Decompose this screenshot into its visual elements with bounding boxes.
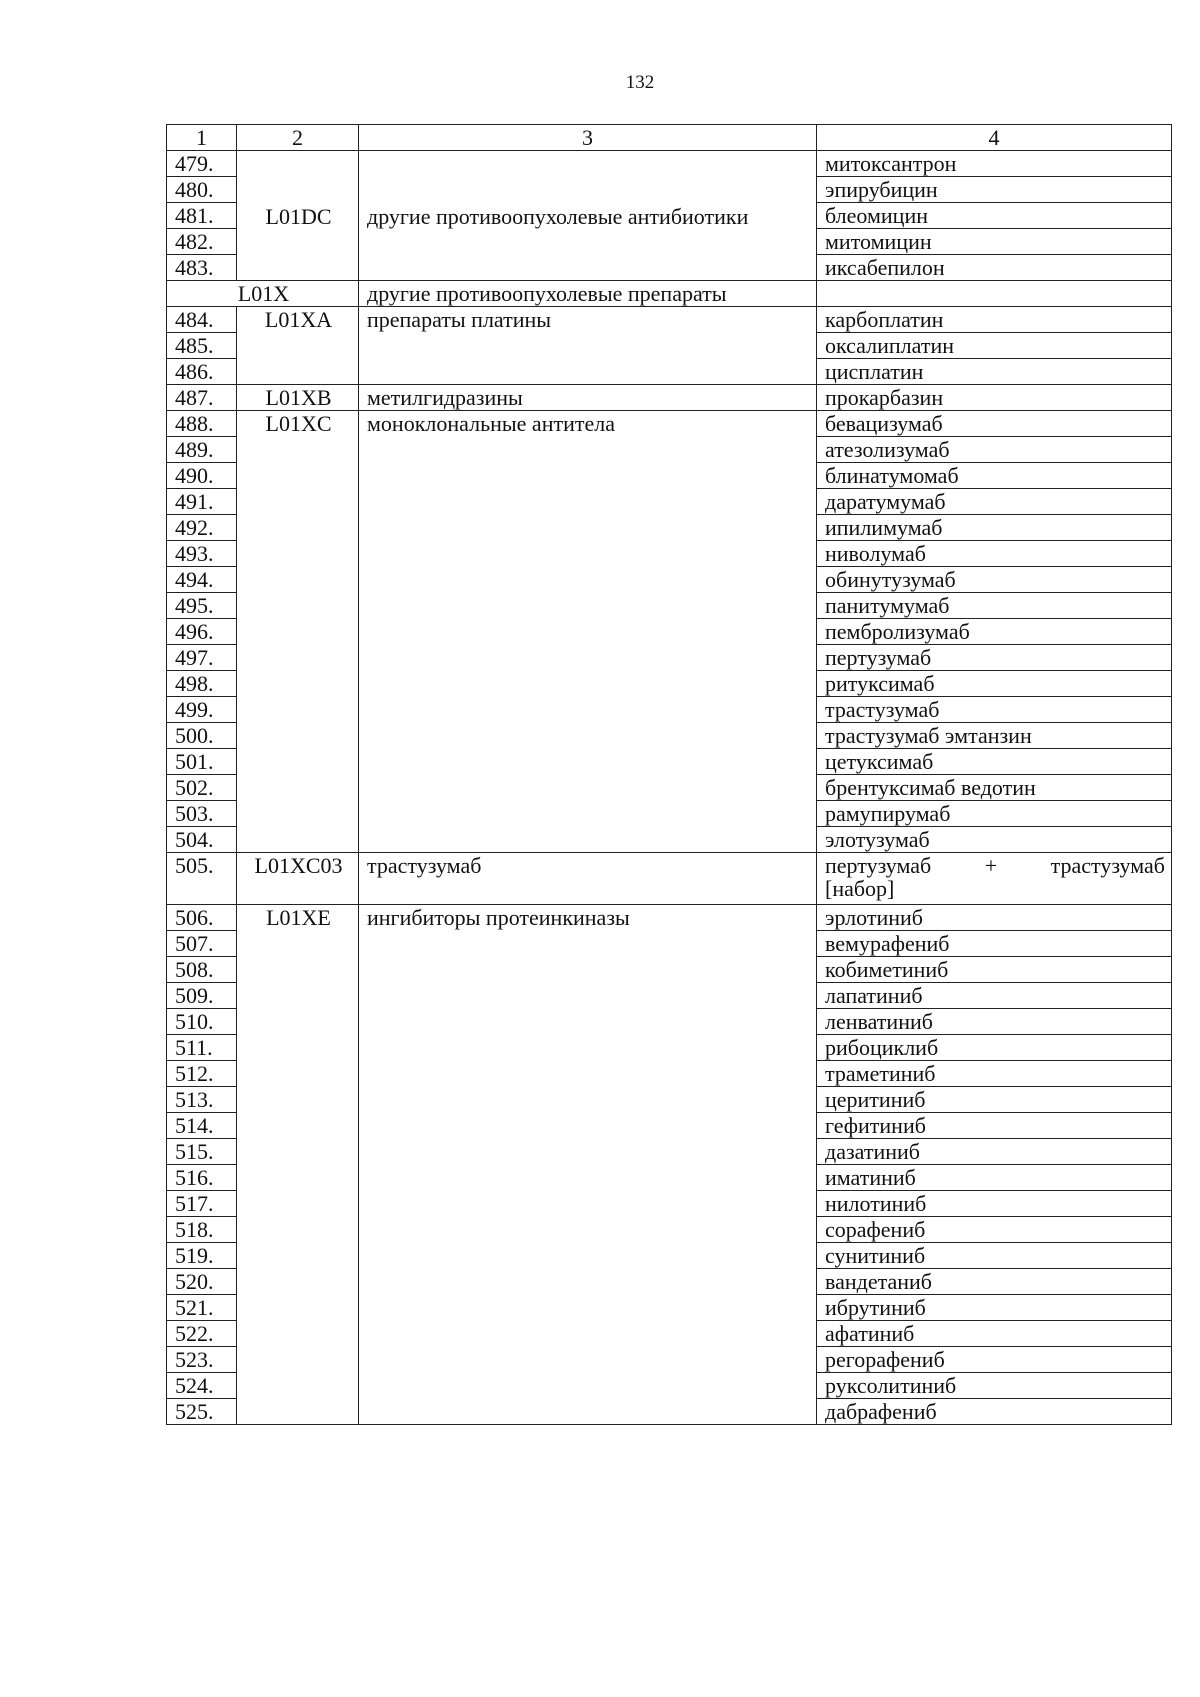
table-group-row (167, 281, 1172, 307)
drug-name-word: трастузумаб (1050, 853, 1165, 878)
row-number-cell: 513. (167, 1087, 237, 1113)
table-row (167, 905, 1172, 931)
row-number-cell: 498. (167, 671, 237, 697)
atc-code-text: L01XC03 (254, 853, 343, 878)
atc-group-name-text: трастузумаб (367, 853, 482, 878)
row-number-cell: 509. (167, 983, 237, 1009)
drug-name-cell: рамупирумаб (817, 801, 1172, 827)
row-number-cell: 480. (167, 177, 237, 203)
drug-name-cell: сорафениб (817, 1217, 1172, 1243)
drug-name-word: пертузумаб (825, 853, 932, 878)
drug-name-cell: пембролизумаб (817, 619, 1172, 645)
drug-name-cell: сунитиниб (817, 1243, 1172, 1269)
drug-name-cell: трастузумаб эмтанзин (817, 723, 1172, 749)
row-number-cell: 514. (167, 1113, 237, 1139)
row-number-cell: 499. (167, 697, 237, 723)
row-number-cell: 482. (167, 229, 237, 255)
drug-name-cell: дазатиниб (817, 1139, 1172, 1165)
drug-name-cell: бевацизумаб (817, 411, 1172, 437)
table-body (167, 151, 1172, 1425)
drug-name-cell: лапатиниб (817, 983, 1172, 1009)
drug-name-cell: даратумумаб (817, 489, 1172, 515)
drug-name-cell: атезолизумаб (817, 437, 1172, 463)
drug-name-line (825, 854, 1165, 877)
row-number-cell: 507. (167, 931, 237, 957)
row-number-cell: 486. (167, 359, 237, 385)
row-number-cell: 512. (167, 1061, 237, 1087)
drug-name-cell: иматиниб (817, 1165, 1172, 1191)
table-row (167, 307, 1172, 333)
row-number-cell: 519. (167, 1243, 237, 1269)
group-name-cell: другие противоопухолевые препараты (359, 281, 817, 307)
atc-code-cell (237, 307, 359, 385)
drug-name-cell: цисплатин (817, 359, 1172, 385)
row-number-cell: 479. (167, 151, 237, 177)
row-number-cell: 500. (167, 723, 237, 749)
drug-name-word: + (984, 853, 998, 878)
row-number-cell: 492. (167, 515, 237, 541)
drug-name-cell: афатиниб (817, 1321, 1172, 1347)
row-number-cell: 489. (167, 437, 237, 463)
atc-group-name-text: другие противоопухолевые антибиотики (367, 204, 749, 230)
atc-group-name-cell (359, 411, 817, 853)
atc-group-name-text: ингибиторы протеинкиназы (367, 905, 630, 930)
row-number-cell: 487. (167, 385, 237, 411)
row-number-cell: 524. (167, 1373, 237, 1399)
atc-code-cell (237, 853, 359, 905)
row-number-cell: 481. (167, 203, 237, 229)
row-number-cell: 502. (167, 775, 237, 801)
drug-name-cell: рибоциклиб (817, 1035, 1172, 1061)
drug-classification-table (166, 124, 1172, 1425)
row-number-cell: 523. (167, 1347, 237, 1373)
drug-name-cell (817, 853, 1172, 905)
drug-name-cell: обинутузумаб (817, 567, 1172, 593)
drug-name-word: [набор] (825, 876, 895, 902)
drug-name-cell: ритуксимаб (817, 671, 1172, 697)
row-number-cell: 521. (167, 1295, 237, 1321)
drug-name-cell: иксабепилон (817, 255, 1172, 281)
row-number-cell: 505. (167, 853, 237, 905)
atc-code-text: L01DC (265, 204, 332, 230)
atc-code-cell (237, 411, 359, 853)
drug-name-cell: дабрафениб (817, 1399, 1172, 1425)
row-number-cell: 516. (167, 1165, 237, 1191)
row-number-cell: 501. (167, 749, 237, 775)
row-number-cell: 503. (167, 801, 237, 827)
atc-code-cell (237, 385, 359, 411)
drug-name-cell: ипилимумаб (817, 515, 1172, 541)
row-number-cell: 494. (167, 567, 237, 593)
column-header-1: 1 (167, 125, 237, 151)
column-header-4: 4 (817, 125, 1172, 151)
drug-name-cell: пертузумаб (817, 645, 1172, 671)
drug-name-cell: блинатумомаб (817, 463, 1172, 489)
atc-code-text: L01XA (264, 307, 333, 332)
table-row (167, 411, 1172, 437)
drug-name-cell: эрлотиниб (817, 905, 1172, 931)
drug-name-cell: панитумумаб (817, 593, 1172, 619)
atc-group-name-text: метилгидразины (367, 385, 523, 410)
row-number-cell: 525. (167, 1399, 237, 1425)
atc-group-name-cell (359, 151, 817, 281)
row-number-cell: 508. (167, 957, 237, 983)
row-number-cell: 491. (167, 489, 237, 515)
atc-code-cell (237, 905, 359, 1425)
atc-group-name-cell (359, 307, 817, 385)
row-number-cell: 488. (167, 411, 237, 437)
drug-name-cell: церитиниб (817, 1087, 1172, 1113)
row-number-cell: 511. (167, 1035, 237, 1061)
table-row (167, 385, 1172, 411)
row-number-cell: 510. (167, 1009, 237, 1035)
atc-code-text: L01XE (266, 905, 331, 930)
row-number-cell: 493. (167, 541, 237, 567)
column-header-2: 2 (237, 125, 359, 151)
drug-name-cell: митоксантрон (817, 151, 1172, 177)
drug-name-cell: элотузумаб (817, 827, 1172, 853)
drug-name-cell: брентуксимаб ведотин (817, 775, 1172, 801)
drug-name-cell: цетуксимаб (817, 749, 1172, 775)
drug-name-cell: ибрутиниб (817, 1295, 1172, 1321)
drug-name-cell: гефитиниб (817, 1113, 1172, 1139)
row-number-cell: 484. (167, 307, 237, 333)
row-number-cell: 506. (167, 905, 237, 931)
drug-name-cell: траметиниб (817, 1061, 1172, 1087)
row-number-cell: 496. (167, 619, 237, 645)
row-number-cell: 520. (167, 1269, 237, 1295)
table-row (167, 151, 1172, 177)
drug-name-cell: прокарбазин (817, 385, 1172, 411)
row-number-cell: 518. (167, 1217, 237, 1243)
row-number-cell: 483. (167, 255, 237, 281)
drug-name-cell: регорафениб (817, 1347, 1172, 1373)
row-number-cell: 485. (167, 333, 237, 359)
drug-name-cell: карбоплатин (817, 307, 1172, 333)
atc-code-text: L01XC (265, 411, 332, 436)
drug-name-cell: ниволумаб (817, 541, 1172, 567)
row-number-cell: 517. (167, 1191, 237, 1217)
drug-name-cell: нилотиниб (817, 1191, 1172, 1217)
table-header-row (167, 125, 1172, 151)
drug-name-cell: оксалиплатин (817, 333, 1172, 359)
atc-code-cell (237, 151, 359, 281)
row-number-cell: 515. (167, 1139, 237, 1165)
drug-name-cell: вемурафениб (817, 931, 1172, 957)
atc-group-name-cell (359, 905, 817, 1425)
row-number-cell: 495. (167, 593, 237, 619)
drug-name-cell: ленватиниб (817, 1009, 1172, 1035)
page-number: 132 (625, 72, 655, 93)
atc-group-name-text: препараты платины (367, 307, 552, 332)
drug-name-cell: блеомицин (817, 203, 1172, 229)
empty-cell (817, 281, 1172, 307)
drug-name-cell: эпирубицин (817, 177, 1172, 203)
group-code-cell: L01X (167, 281, 359, 307)
table-row (167, 853, 1172, 905)
column-header-3: 3 (359, 125, 817, 151)
drug-name-cell: руксолитиниб (817, 1373, 1172, 1399)
drug-name-cell: митомицин (817, 229, 1172, 255)
row-number-cell: 522. (167, 1321, 237, 1347)
atc-group-name-text: моноклональные антитела (367, 411, 615, 436)
drug-name-cell: кобиметиниб (817, 957, 1172, 983)
drug-name-cell: трастузумаб (817, 697, 1172, 723)
atc-group-name-cell (359, 385, 817, 411)
atc-group-name-cell (359, 853, 817, 905)
drug-name-cell: вандетаниб (817, 1269, 1172, 1295)
row-number-cell: 504. (167, 827, 237, 853)
row-number-cell: 490. (167, 463, 237, 489)
row-number-cell: 497. (167, 645, 237, 671)
atc-code-text: L01XB (265, 385, 332, 410)
